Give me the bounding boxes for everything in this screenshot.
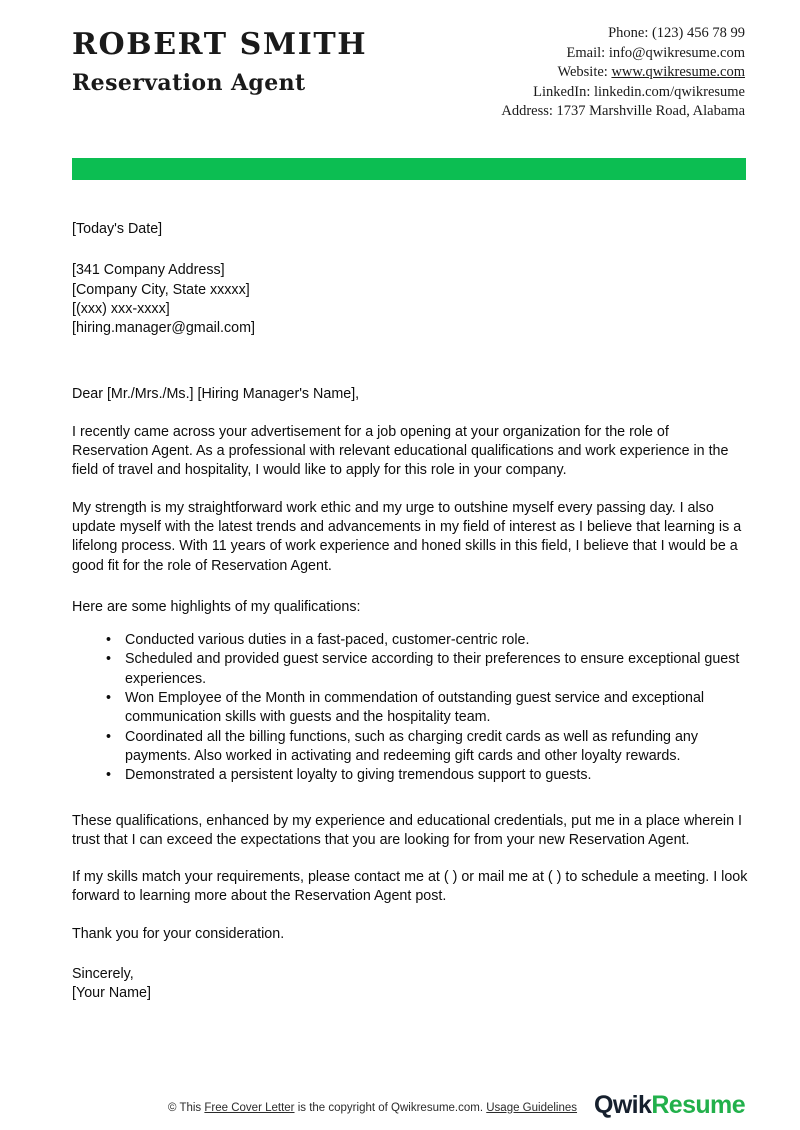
logo-text-resume: Resume (651, 1091, 745, 1119)
page-footer (0, 1085, 800, 1130)
signature-block (72, 965, 748, 1004)
list-item (72, 689, 748, 728)
list-item (72, 766, 748, 785)
contact-email: Email: info@qwikresume.com (566, 44, 745, 61)
paragraph-4: If my skills match your requirements, please contact me at ( ) or mail me at ( ) to schedule a meeting. I look forward to learning more about the Reservation Agent post. (72, 869, 748, 905)
thank-you-line: Thank you for your consideration. (72, 925, 285, 942)
recipient-line: [hiring.manager@gmail.com] (72, 320, 255, 337)
free-cover-letter-link[interactable]: Free Cover Letter (204, 1101, 295, 1114)
paragraph-1: I recently came across your advertisement for a job opening at your organization for the role of Reservation Agent. As a professional with relevant educational qualifications and work experience in the field of travel and hospitality, I would like to apply for this role in your company. (72, 423, 729, 479)
contact-linkedin: LinkedIn: linkedin.com/qwikresume (533, 83, 745, 100)
contact-details (501, 24, 745, 122)
bullet-icon: • (106, 767, 112, 784)
paragraph-2: My strength is my straightforward work ethic and my urge to outshine myself every passing day. I also update myself with the latest trends and advancements in my field of interest as I believe that learning is a lifelong process. With 11 years of work experience and honed skills in this field, I believe that I would be a good fit for the role of Reservation Agent. (72, 499, 742, 574)
list-item-text: Demonstrated a persistent loyalty to giving tremendous support to guests. (125, 767, 592, 784)
logo-text-qwik: Qwik (593, 1091, 652, 1119)
contact-website-label: Website: (557, 64, 612, 80)
qwikresume-logo (594, 1093, 745, 1118)
list-item-text: Won Employee of the Month in commendation of outstanding guest service and exceptional communication skills with guests and the hospitality team. (125, 690, 705, 726)
candidate-job-title: Reservation Agent (72, 69, 306, 96)
letter-header (0, 0, 800, 122)
recipient-line: [341 Company Address] (72, 262, 225, 279)
candidate-name: ROBERT SMITH (72, 27, 368, 62)
copyright-prefix: © This (168, 1101, 205, 1114)
recipient-address-block (72, 261, 748, 338)
usage-guidelines-link[interactable]: Usage Guidelines (486, 1101, 578, 1114)
list-item (72, 650, 748, 689)
header-identity (72, 24, 367, 96)
contact-phone: Phone: (123) 456 78 99 (608, 25, 745, 41)
bullet-icon: • (106, 690, 112, 707)
accent-bar (72, 158, 746, 180)
copyright-middle: is the copyright of Qwikresume.com. (294, 1101, 487, 1114)
contact-address: Address: 1737 Marshville Road, Alabama (501, 103, 745, 119)
list-item (72, 728, 748, 767)
bullet-icon: • (106, 728, 112, 745)
sign-off: Sincerely, (72, 966, 134, 983)
qualifications-list (72, 631, 748, 785)
salutation: Dear [Mr./Mrs./Ms.] [Hiring Manager's Name], (72, 386, 360, 403)
closing-block (72, 812, 748, 1004)
bullet-icon: • (106, 632, 112, 649)
bullet-icon: • (106, 651, 112, 668)
copyright-notice (168, 1101, 577, 1115)
paragraph-3: These qualifications, enhanced by my experience and educational credentials, put me in a place wherein I trust that I can exceed the expectations that you are looking for from your new Reservation Agent. (72, 812, 742, 848)
list-item-text: Scheduled and provided guest service according to their preferences to ensure exceptional guest experiences. (125, 651, 740, 687)
recipient-line: [(xxx) xxx-xxxx] (72, 300, 170, 317)
contact-website-link[interactable]: www.qwikresume.com (611, 64, 745, 80)
letter-body (72, 220, 748, 1004)
list-item-text: Coordinated all the billing functions, such as charging credit cards as well as refunding any payments. Also worked in activating and redeeming gift cards and other loyalty rewards. (125, 728, 698, 764)
list-item-text: Conducted various duties in a fast-paced, customer-centric role. (125, 632, 530, 649)
highlights-intro: Here are some highlights of my qualifications: (72, 598, 361, 615)
contact-website-row (501, 63, 745, 83)
signature-name: [Your Name] (72, 985, 151, 1002)
list-item (72, 631, 748, 650)
letter-date: [Today's Date] (72, 221, 163, 237)
recipient-line: [Company City, State xxxxx] (72, 281, 250, 298)
